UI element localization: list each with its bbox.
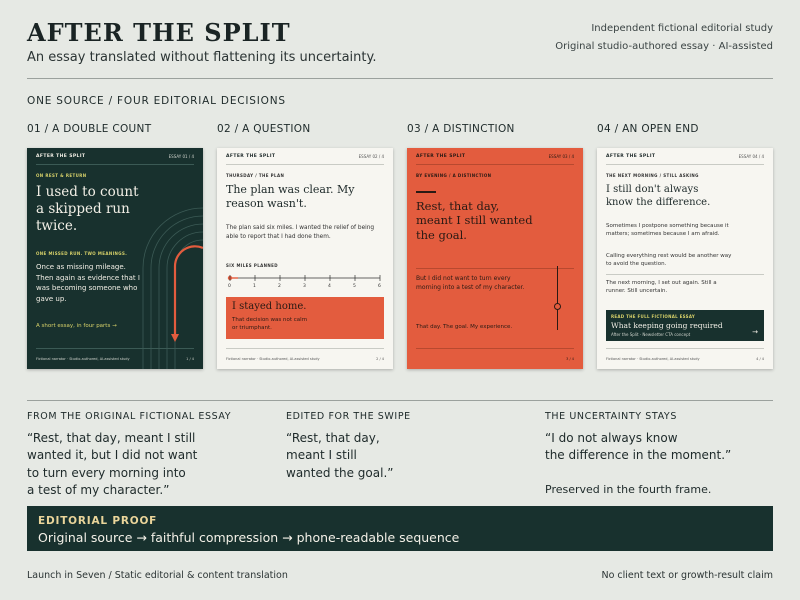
- slider-track: [557, 266, 558, 330]
- edited-quote-heading: EDITED FOR THE SWIPE: [286, 411, 411, 422]
- quote-line: wanted it, but I did not want: [27, 448, 198, 463]
- tick-0: 0: [228, 284, 231, 289]
- edited-quote: [286, 430, 393, 482]
- card-issue: ESSAY 03 / 4: [548, 154, 574, 159]
- quote-line: meant I still: [286, 448, 357, 463]
- column-heading-4: 04 / AN OPEN END: [597, 123, 699, 135]
- card-body: But I did not want to turn every morning into a test of my character.: [416, 275, 525, 291]
- card-headline: I used to count a skipped run twice.: [36, 184, 139, 234]
- card-headline: Rest, that day, meant I still wanted the goal.: [416, 199, 533, 242]
- card-brand: AFTER THE SPLIT: [416, 154, 466, 159]
- column-heading-2: 02 / A QUESTION: [217, 123, 311, 135]
- card-kicker: ON REST & RETURN: [36, 173, 87, 178]
- section-divider: [27, 400, 773, 401]
- card-rule: [36, 164, 194, 165]
- card-rule: [226, 164, 384, 165]
- accent-dash: [416, 191, 436, 193]
- uncertainty-note: Preserved in the fourth frame.: [545, 483, 712, 496]
- card-brand: AFTER THE SPLIT: [36, 154, 86, 159]
- card-headline: The plan was clear. My reason wasn't.: [226, 183, 355, 210]
- card-double-count: [27, 148, 203, 369]
- section-label: ONE SOURCE / FOUR EDITORIAL DECISIONS: [27, 95, 286, 107]
- callout-body: That decision was not calm or triumphant.: [232, 317, 308, 332]
- card-rule: [606, 164, 764, 165]
- callout-box: [226, 297, 384, 339]
- cta-subline: After the Split · Newsletter CTA concept: [611, 332, 691, 337]
- card-rule: [416, 164, 574, 165]
- original-quote-heading: FROM THE ORIGINAL FICTIONAL ESSAY: [27, 411, 232, 422]
- card-body-3: The next morning, I set out again. Still a runner. Still uncertain.: [606, 280, 717, 295]
- quote-line: “I do not always know: [545, 431, 678, 445]
- chart-label: SIX MILES PLANNED: [226, 263, 278, 268]
- quote-line: a test of my character.”: [27, 483, 170, 498]
- card-footer: Fictional narrator · Studio-authored, AI-assisted study: [36, 357, 130, 361]
- miles-progress-chart: [226, 272, 384, 292]
- card-mid-rule: [416, 268, 574, 269]
- quote-line: wanted the goal.”: [286, 465, 394, 480]
- card-footer-rule: [226, 348, 384, 349]
- card-issue: ESSAY 02 / 4: [358, 154, 384, 159]
- card-body-1: Sometimes I postpone something because it matters; sometimes because I am afraid.: [606, 223, 729, 238]
- cta-headline: What keeping going required: [611, 321, 723, 330]
- card-subhead: ONE MISSED RUN. TWO MEANINGS.: [36, 251, 128, 256]
- tick-4: 4: [328, 284, 331, 289]
- card-footer-rule: [36, 348, 194, 349]
- card-page-number: 1 / 4: [186, 357, 194, 361]
- card-mid-rule: [606, 274, 764, 275]
- slider-thumb: [554, 303, 561, 310]
- card-body: Once as missing mileage. Then again as evidence that I was becoming someone who gave up.: [36, 263, 140, 303]
- card-kicker: THURSDAY / THE PLAN: [226, 173, 285, 178]
- footer-right: No client text or growth-result claim: [601, 570, 773, 581]
- quote-line: the difference in the moment.”: [545, 448, 732, 463]
- card-question: [217, 148, 393, 369]
- meta-line-1: Independent fictional editorial study: [591, 23, 773, 34]
- proof-label: EDITORIAL PROOF: [38, 515, 158, 527]
- tick-1: 1: [253, 284, 256, 289]
- card-cta: A short essay, in four parts →: [36, 323, 117, 329]
- card-kicker: BY EVENING / A DISTINCTION: [416, 173, 492, 178]
- quote-line: “Rest, that day, meant I still: [27, 431, 196, 445]
- quote-line: “Rest, that day,: [286, 431, 380, 445]
- page-subtitle: An essay translated without flattening its uncertainty.: [27, 50, 377, 65]
- tick-6: 6: [378, 284, 381, 289]
- card-body-2: Calling everything rest would be another way to avoid the question.: [606, 253, 732, 268]
- tick-2: 2: [278, 284, 281, 289]
- tick-5: 5: [353, 284, 356, 289]
- footer-left: Launch in Seven / Static editorial & content translation: [27, 570, 288, 581]
- arrow-right-icon: →: [752, 328, 758, 336]
- uncertainty-quote-heading: THE UNCERTAINTY STAYS: [545, 411, 677, 422]
- page-title: AFTER THE SPLIT: [27, 18, 291, 47]
- card-footer: Fictional narrator · Studio-authored, AI-assisted study: [226, 357, 320, 361]
- card-brand: AFTER THE SPLIT: [226, 154, 276, 159]
- card-issue: ESSAY 04 / 4: [738, 154, 764, 159]
- card-page-number: 4 / 4: [756, 357, 764, 361]
- column-heading-1: 01 / A DOUBLE COUNT: [27, 123, 152, 135]
- quote-line: to turn every morning into: [27, 465, 186, 480]
- card-brand: AFTER THE SPLIT: [606, 154, 656, 159]
- meta-line-2: Original studio-authored essay · AI-assisted: [555, 41, 773, 52]
- column-heading-3: 03 / A DISTINCTION: [407, 123, 515, 135]
- card-issue: ESSAY 01 / 4: [168, 154, 194, 159]
- editorial-proof-bar: [27, 506, 773, 551]
- card-distinction: [407, 148, 583, 369]
- track-lines-graphic: [27, 148, 203, 369]
- card-footer-rule: [606, 348, 764, 349]
- cta-kicker: READ THE FULL FICTIONAL ESSAY: [611, 314, 696, 319]
- card-closing: That day. The goal. My experience.: [416, 324, 513, 330]
- card-page-number: 3 / 4: [566, 357, 574, 361]
- header-divider: [27, 78, 773, 79]
- tick-3: 3: [303, 284, 306, 289]
- card-kicker: THE NEXT MORNING / STILL ASKING: [606, 173, 699, 178]
- uncertainty-quote: [545, 430, 731, 465]
- card-footer: Fictional narrator · Studio-authored, AI-assisted study: [606, 357, 700, 361]
- card-open-end: [597, 148, 773, 369]
- newsletter-cta[interactable]: [606, 310, 764, 341]
- callout-headline: I stayed home.: [232, 301, 307, 312]
- card-headline: I still don't always know the difference.: [606, 184, 711, 208]
- proof-text: Original source → faithful compression → phone-readable sequence: [38, 530, 460, 545]
- card-footer-rule: [416, 348, 574, 349]
- original-quote: [27, 430, 197, 500]
- card-page-number: 2 / 4: [376, 357, 384, 361]
- card-body: The plan said six miles. I wanted the relief of being able to report that I had done them.: [226, 225, 375, 240]
